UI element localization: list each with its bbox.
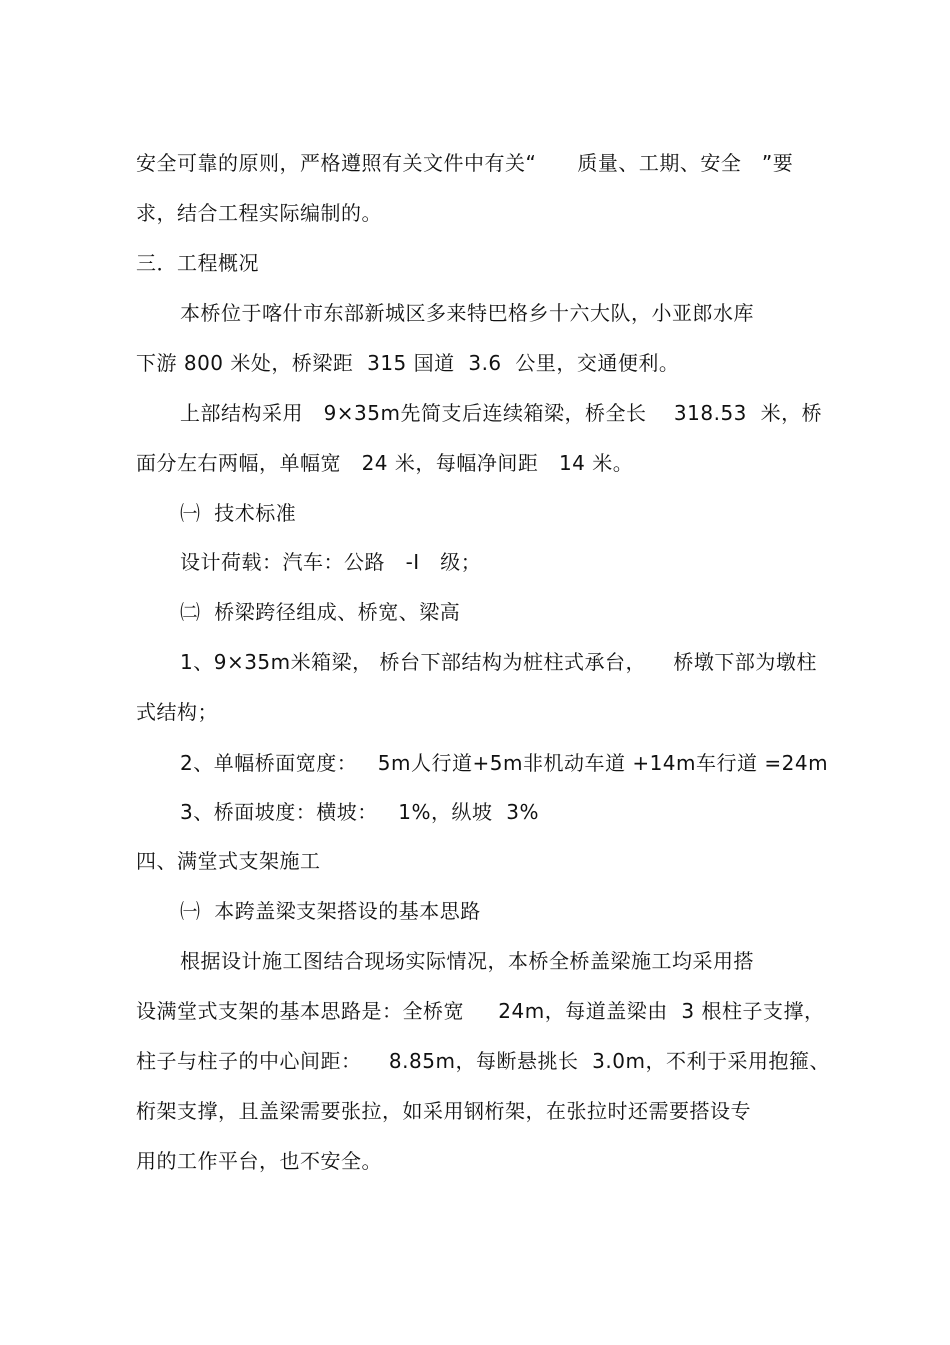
paragraph-line: 下游 800 米处，桥梁距 315 国道 3.6 公里，交通便利。 xyxy=(136,351,680,375)
paragraph-line: 式结构； xyxy=(136,700,218,724)
paragraph-line: 上部结构采用 9×35m先简支后连续箱梁，桥全长 318.53 米，桥 xyxy=(180,401,823,425)
subsection-heading: ㈠ 本跨盖梁支架搭设的基本思路 xyxy=(180,899,481,923)
paragraph-line: 本桥位于喀什市东部新城区多来特巴格乡十六大队，小亚郎水库 xyxy=(180,301,754,325)
list-item: 3、桥面坡度：横坡： 1%，纵坡 3% xyxy=(180,800,539,824)
paragraph-line: 面分左右两幅，单幅宽 24 米，每幅净间距 14 米。 xyxy=(136,451,634,475)
section-heading: 四、满堂式支架施工 xyxy=(136,849,321,873)
paragraph-line: 柱子与柱子的中心间距： 8.85m，每断悬挑长 3.0m，不利于采用抱箍、 xyxy=(136,1049,830,1073)
paragraph-line: 求，结合工程实际编制的。 xyxy=(136,201,382,225)
list-item: 1、9×35m米箱梁， 桥台下部结构为桩柱式承台， 桥墩下部为墩柱 xyxy=(180,650,817,674)
subsection-heading: ㈡ 桥梁跨径组成、桥宽、梁高 xyxy=(180,600,461,624)
section-heading: 三．工程概况 xyxy=(136,251,259,275)
list-item: 2、单幅桥面宽度： 5m人行道+5m非机动车道 +14m车行道 =24m xyxy=(180,751,829,775)
paragraph-line: 安全可靠的原则，严格遵照有关文件中有关“ 质量、工期、安全 ”要 xyxy=(136,151,794,175)
paragraph-line: 桁架支撑，且盖梁需要张拉，如采用钢桁架，在张拉时还需要搭设专 xyxy=(136,1099,751,1123)
paragraph-line: 设计荷载：汽车：公路 -I 级； xyxy=(180,550,482,574)
subsection-heading: ㈠ 技术标准 xyxy=(180,501,297,525)
paragraph-line: 根据设计施工图结合现场实际情况，本桥全桥盖梁施工均采用搭 xyxy=(180,949,754,973)
paragraph-line: 设满堂式支架的基本思路是：全桥宽 24m，每道盖梁由 3 根柱子支撑， xyxy=(136,999,825,1023)
paragraph-line: 用的工作平台，也不安全。 xyxy=(136,1149,382,1173)
